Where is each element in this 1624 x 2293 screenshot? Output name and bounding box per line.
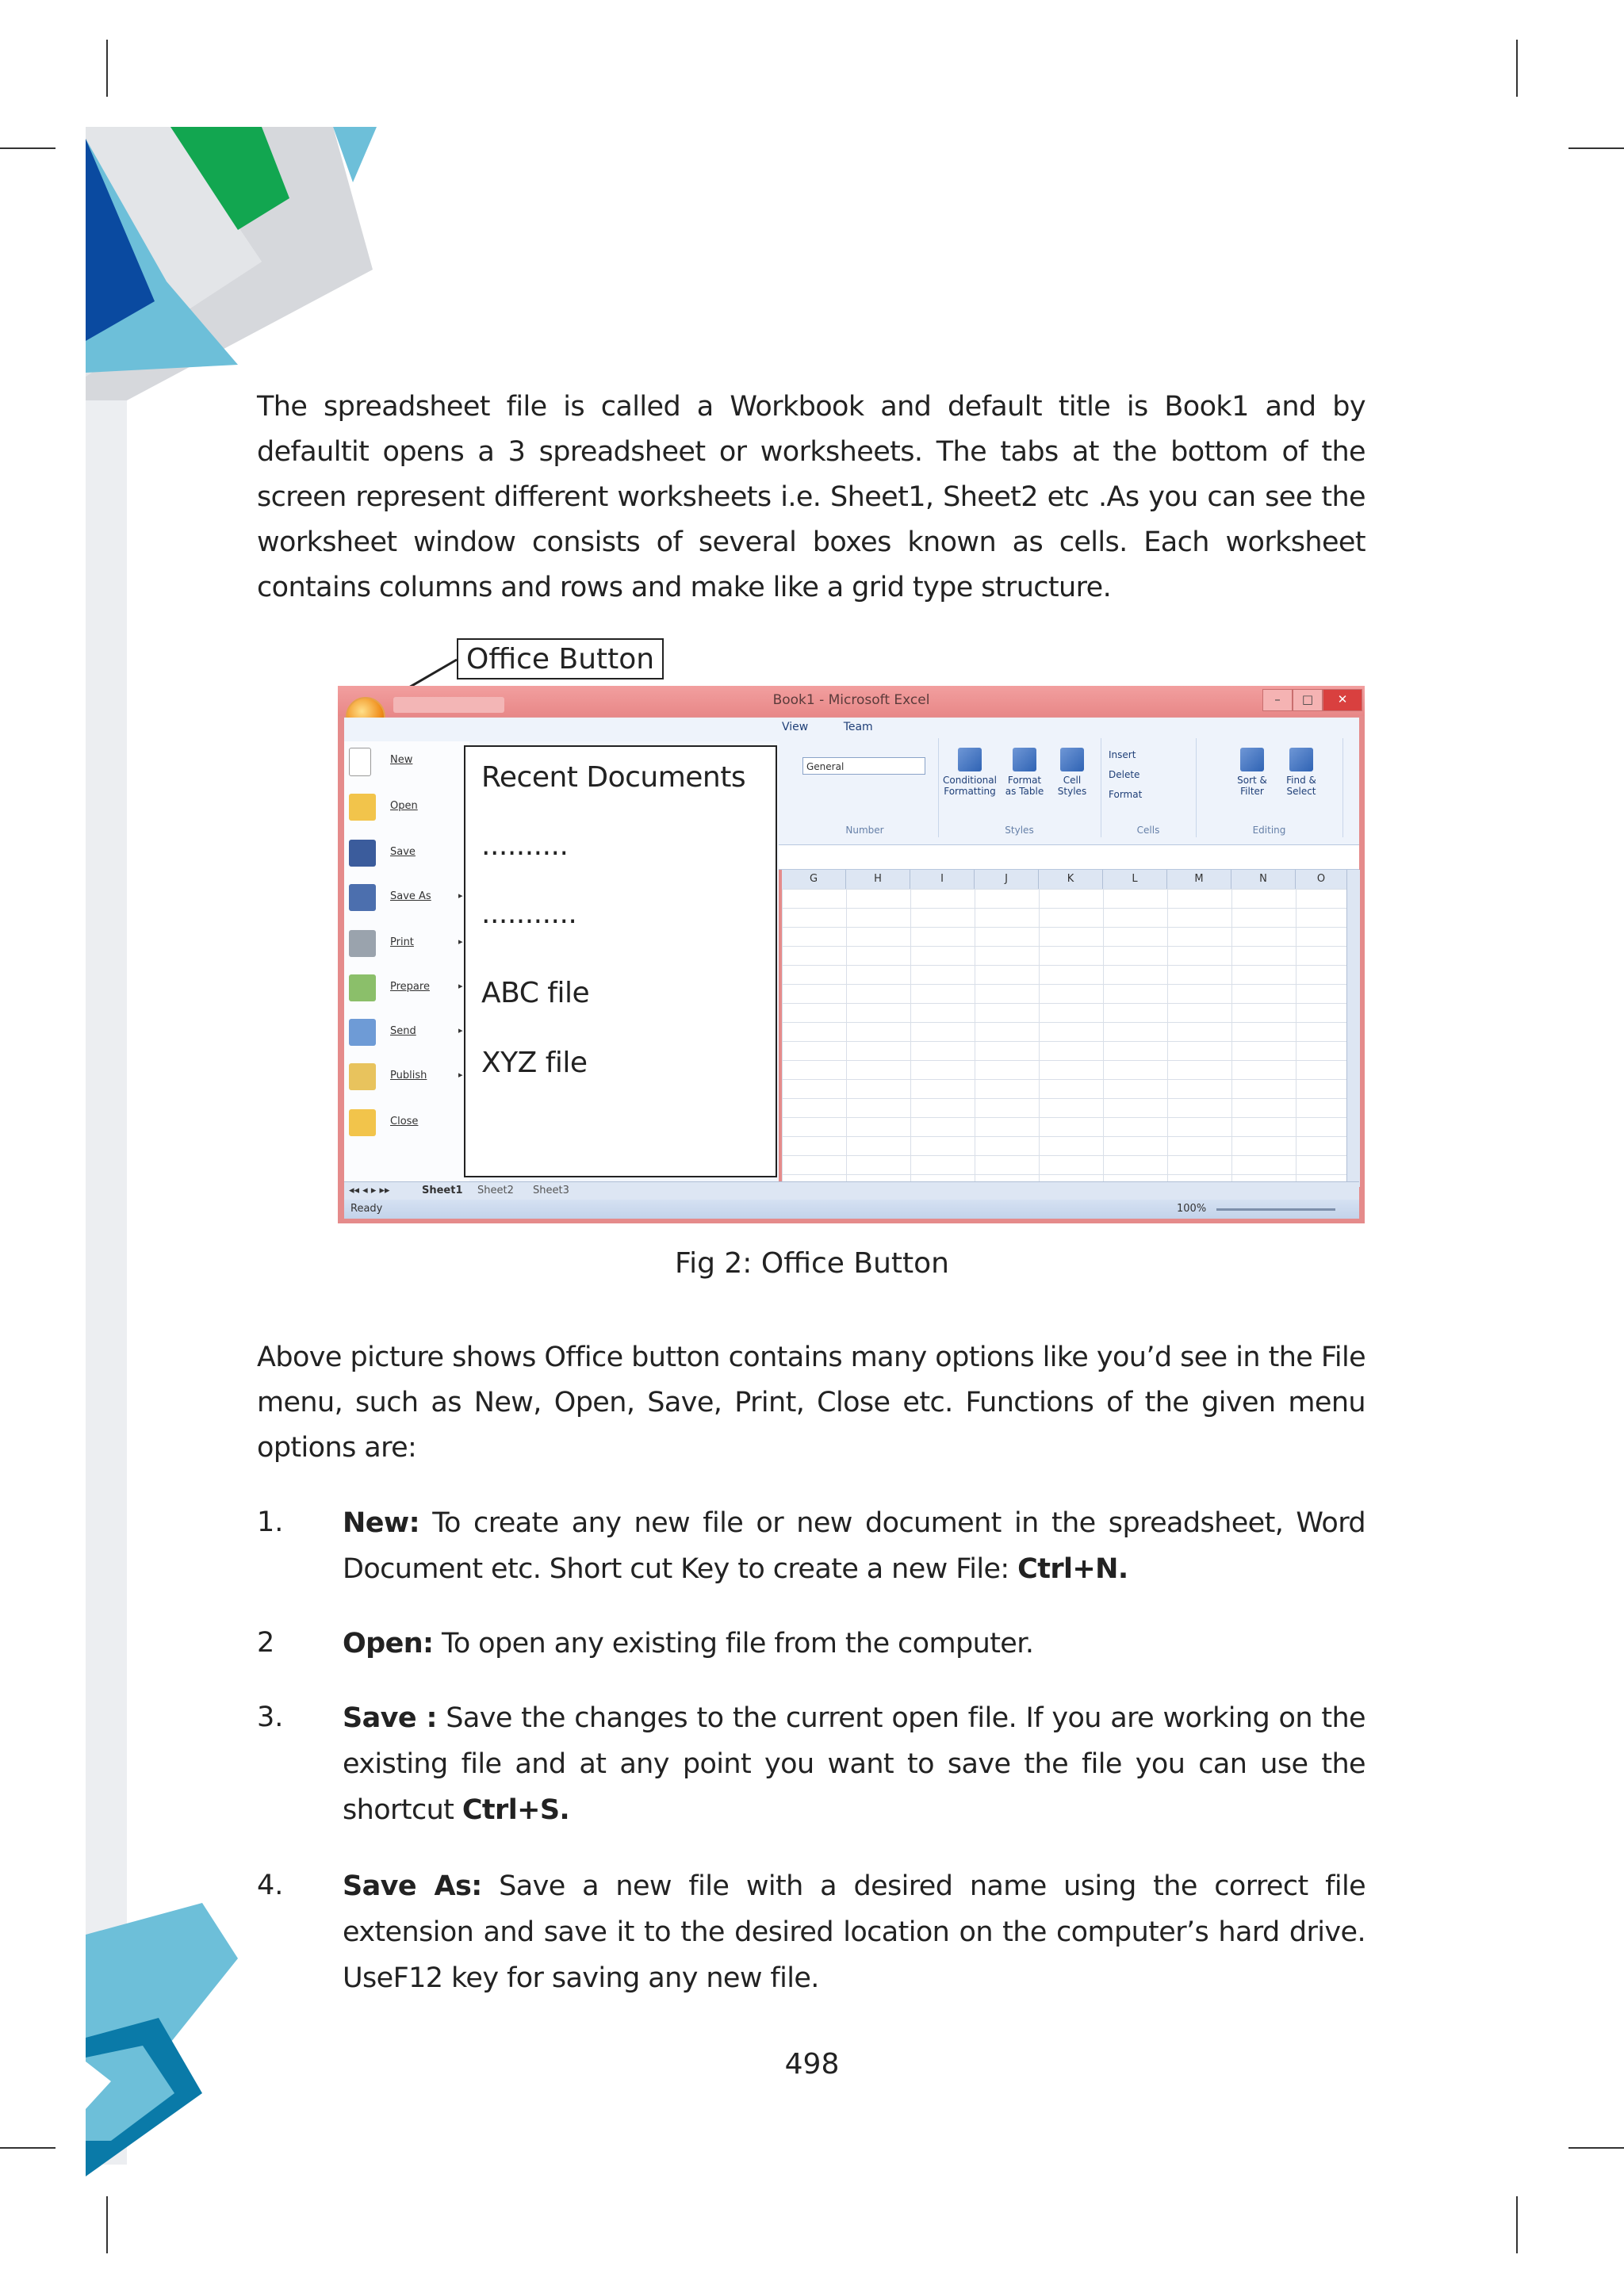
find-select-label: Find & Select [1286, 775, 1316, 797]
status-text: Ready [350, 1203, 383, 1215]
tab-view[interactable]: View [782, 721, 809, 733]
list-number: 1. [257, 1506, 284, 1538]
cell-styles-label: Cell Styles [1057, 775, 1087, 797]
menu-item-label: Close [390, 1116, 419, 1127]
menu-item-label: Send [390, 1025, 416, 1037]
send-icon [349, 1019, 376, 1046]
recent-document-item[interactable]: .......... [481, 829, 569, 862]
list-description: To create any new file or new document in the spreadsheet, Word Document etc. Short cut Key to create a new File: [343, 1507, 1365, 1585]
crop-mark [1516, 40, 1518, 97]
sheet-tabs-bar [344, 1181, 1359, 1200]
group-label-editing: Editing [1252, 825, 1286, 836]
recent-document-item[interactable]: XYZ file [481, 1047, 588, 1079]
save-disk-icon [349, 840, 376, 867]
format-as-table-label: Format as Table [1005, 775, 1044, 797]
delete-label: Delete [1109, 769, 1140, 780]
page-number: 498 [784, 2048, 840, 2081]
column-header[interactable]: K [1039, 870, 1103, 889]
column-header[interactable]: L [1103, 870, 1167, 889]
submenu-arrow-icon: ▸ [458, 1070, 463, 1080]
format-label: Format [1109, 789, 1143, 800]
list-term: Save As: [343, 1870, 482, 1902]
prepare-icon [349, 974, 376, 1001]
menu-item-label: Save [390, 846, 416, 858]
find-select-icon [1289, 748, 1313, 771]
column-header[interactable]: O [1296, 870, 1347, 889]
insert-label: Insert [1109, 749, 1136, 760]
format-button[interactable] [1109, 789, 1180, 800]
office-menu-commands [344, 741, 470, 1181]
menu-item-send[interactable] [349, 1016, 468, 1051]
minimize-icon[interactable]: – [1262, 689, 1293, 711]
crop-mark [1568, 147, 1624, 149]
insert-button[interactable] [1109, 749, 1180, 760]
zoom-slider[interactable] [1216, 1208, 1335, 1211]
ribbon-group-number [791, 738, 939, 837]
menu-item-label: Publish [390, 1070, 427, 1081]
printer-icon [349, 930, 376, 957]
quick-access-toolbar[interactable] [393, 697, 504, 713]
list-description: To open any existing file from the computer. [433, 1628, 1034, 1659]
menu-item-open[interactable] [349, 790, 468, 825]
menu-item-close[interactable] [349, 1106, 468, 1141]
zoom-level[interactable]: 100% [1177, 1203, 1207, 1215]
sort-filter-icon [1240, 748, 1264, 771]
recent-document-item[interactable]: ........... [481, 898, 577, 930]
list-item [343, 1621, 1365, 1667]
sheet-nav-icon[interactable]: ◂◂ ◂ ▸ ▸▸ [349, 1185, 390, 1196]
find-select-button[interactable] [1277, 748, 1325, 797]
cell-grid[interactable] [782, 889, 1346, 1184]
sheet-tab[interactable]: Sheet3 [533, 1185, 569, 1196]
crop-mark [1516, 2196, 1518, 2253]
after-paragraph: Above picture shows Office button contains many options like you’d see in the File menu, such as New, Open, Save, Print, Close etc. Functions of the given menu options are: [257, 1342, 1365, 1464]
list-item [343, 1500, 1365, 1592]
save-as-icon [349, 884, 376, 911]
figure-caption: Fig 2: Office Button [675, 1247, 949, 1280]
ribbon-tabs [782, 721, 905, 733]
conditional-formatting-icon [958, 748, 982, 771]
column-header[interactable]: J [975, 870, 1039, 889]
sheet-tab[interactable]: Sheet1 [422, 1185, 463, 1196]
status-bar [344, 1200, 1359, 1219]
column-header[interactable]: M [1167, 870, 1231, 889]
vertical-scrollbar[interactable] [1346, 870, 1360, 1187]
column-header[interactable]: N [1231, 870, 1296, 889]
close-folder-icon [349, 1109, 376, 1136]
delete-button[interactable] [1109, 769, 1180, 780]
menu-item-label: Save As [390, 890, 431, 902]
cell-styles-button[interactable] [1050, 748, 1094, 797]
list-number: 3. [257, 1702, 284, 1733]
recent-document-item[interactable]: ABC file [481, 977, 590, 1009]
sort-filter-button[interactable] [1230, 748, 1274, 797]
menu-item-label: Print [390, 936, 414, 948]
conditional-formatting-button[interactable] [942, 748, 998, 797]
menu-item-print[interactable] [349, 927, 468, 962]
format-as-table-button[interactable] [1002, 748, 1047, 797]
menu-item-prepare[interactable] [349, 971, 468, 1006]
list-term: New: [343, 1507, 419, 1539]
format-as-table-icon [1013, 748, 1036, 771]
submenu-arrow-icon: ▸ [458, 936, 463, 947]
menu-item-label: Open [390, 800, 418, 812]
number-format-select[interactable]: General [802, 757, 925, 775]
menu-item-label: Prepare [390, 981, 430, 993]
cell-styles-icon [1060, 748, 1084, 771]
list-description: Save the changes to the current open file. If you are working on the existing file and at any point you want to save the file you can use the shortcut [343, 1702, 1365, 1826]
excel-window-title: Book1 - Microsoft Excel [772, 692, 930, 708]
list-shortcut: Ctrl+N. [1017, 1553, 1128, 1585]
list-term: Save : [343, 1702, 437, 1734]
submenu-arrow-icon: ▸ [458, 1025, 463, 1035]
sort-filter-label: Sort & Filter [1237, 775, 1267, 797]
recent-documents-box [464, 745, 777, 1177]
office-button-callout: Office Button [457, 638, 664, 679]
group-label-cells: Cells [1136, 825, 1160, 836]
new-file-icon [349, 748, 371, 776]
menu-item-label: New [390, 754, 413, 766]
close-icon[interactable]: ✕ [1323, 689, 1362, 711]
menu-item-publish[interactable] [349, 1060, 468, 1095]
list-term: Open: [343, 1628, 434, 1659]
group-label-styles: Styles [1005, 825, 1034, 836]
submenu-arrow-icon: ▸ [458, 981, 463, 991]
decorative-page-band [0, 0, 381, 2293]
submenu-arrow-icon: ▸ [458, 890, 463, 901]
sheet-tab[interactable]: Sheet2 [477, 1185, 514, 1196]
tab-team[interactable]: Team [843, 721, 873, 733]
intro-paragraph: The spreadsheet file is called a Workbook and default title is Book1 and by defaultit opens a 3 spreadsheet or worksheets. The tabs at the bottom of the screen represent different worksheets i.e. Sheet1, Sheet2 etc .As you can see the worksheet window consists of several boxes known as cells. Each worksheet contains columns and rows and make like a grid type structure. [257, 391, 1365, 603]
column-header[interactable]: H [846, 870, 910, 889]
recent-documents-title: Recent Documents [481, 761, 746, 794]
group-label-number: Number [845, 825, 884, 836]
open-folder-icon [349, 794, 376, 821]
column-header[interactable]: G [782, 870, 846, 889]
list-shortcut: Ctrl+S. [462, 1794, 570, 1826]
list-number: 4. [257, 1870, 284, 1901]
menu-item-save-as[interactable] [349, 881, 468, 916]
publish-icon [349, 1063, 376, 1090]
list-item [343, 1695, 1365, 1833]
column-header[interactable]: I [910, 870, 975, 889]
menu-item-new[interactable] [349, 745, 468, 779]
list-number: 2 [257, 1627, 275, 1659]
list-description: Save a new file with a desired name using the correct file extension and save it to the desired location on the computer’s hard drive. UseF12 key for saving any new file. [343, 1870, 1366, 1994]
maximize-icon[interactable]: □ [1293, 689, 1323, 711]
list-item [343, 1863, 1365, 2001]
conditional-formatting-label: Conditional Formatting [943, 775, 997, 797]
crop-mark [1568, 2147, 1624, 2149]
menu-item-save[interactable] [349, 836, 468, 871]
